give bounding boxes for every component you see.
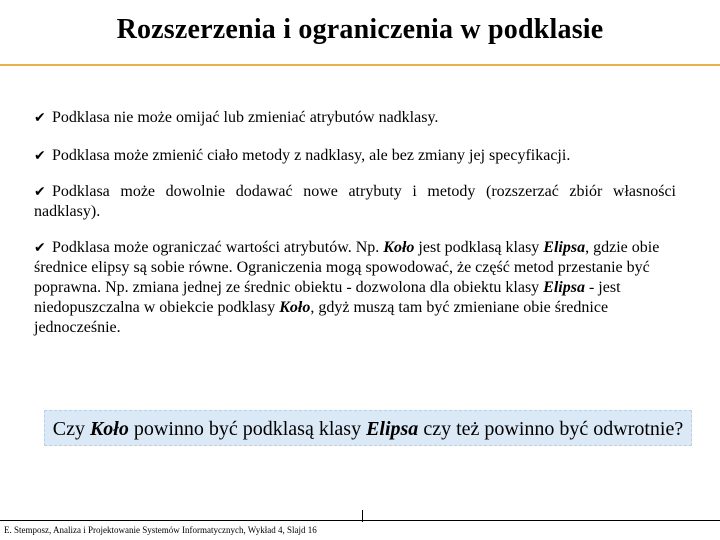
class-name-kolo: Koło — [279, 299, 311, 316]
bullet-item-4 — [34, 238, 676, 338]
class-name-elipsa: Elipsa — [543, 279, 585, 296]
bullet-text-1: Podklasa nie może omijać lub zmieniać atrybutów nadklasy. — [52, 109, 439, 126]
class-name-kolo: Koło — [383, 239, 415, 256]
bullet-text-4e: , gdyż muszą tam być zmieniane obie średnice jednocześnie. — [34, 299, 609, 336]
check-icon: ✔ — [34, 184, 46, 200]
bullet-item-1 — [34, 108, 438, 128]
slide-title: Rozszerzenia i ograniczenia w podklasie — [116, 14, 604, 45]
bullet-item-3 — [34, 182, 676, 222]
bullet-text-4c: , gdzie obie średnice elipsy są sobie równe. Ograniczenia mogą spowodować, że część metod przestanie być poprawna. Np. zmiana jednej ze średnic obiektu - dozwolona dla obiektu klasy — [34, 239, 660, 296]
footer-text: E. Stemposz, Analiza i Projektowanie Systemów Informatycznych, Wykład 4, Slajd 16 — [4, 525, 317, 535]
class-name-elipsa: Elipsa — [543, 239, 586, 256]
question-box — [44, 410, 692, 446]
bullet-text-3: Podklasa może dowolnie dodawać nowe atrybuty i metody (rozszerzać zbiór własności nadklasy). — [34, 183, 676, 220]
bullet-text-4b: jest podklasą klasy — [414, 239, 544, 256]
bullet-item-2 — [34, 146, 570, 166]
check-icon: ✔ — [34, 148, 46, 164]
bullet-text-4a: Podklasa może ograniczać wartości atrybutów. Np. — [52, 239, 384, 256]
question-text-c: czy też powinno być odwrotnie? — [418, 418, 684, 440]
check-icon: ✔ — [34, 240, 46, 256]
class-name-kolo: Koło — [89, 418, 129, 440]
check-icon: ✔ — [34, 110, 46, 126]
title-divider — [0, 64, 720, 66]
footer-divider-tick — [362, 510, 363, 522]
bullet-text-4d: - jest niedopuszczalna w obiekcie podklasy — [34, 279, 621, 316]
question-text-a: Czy — [52, 418, 90, 440]
question-text-b: powinno być podklasą klasy — [128, 418, 367, 440]
bullet-text-2: Podklasa może zmienić ciało metody z nadklasy, ale bez zmiany jej specyfikacji. — [52, 147, 571, 164]
class-name-elipsa: Elipsa — [366, 418, 419, 440]
footer-divider — [0, 520, 720, 521]
